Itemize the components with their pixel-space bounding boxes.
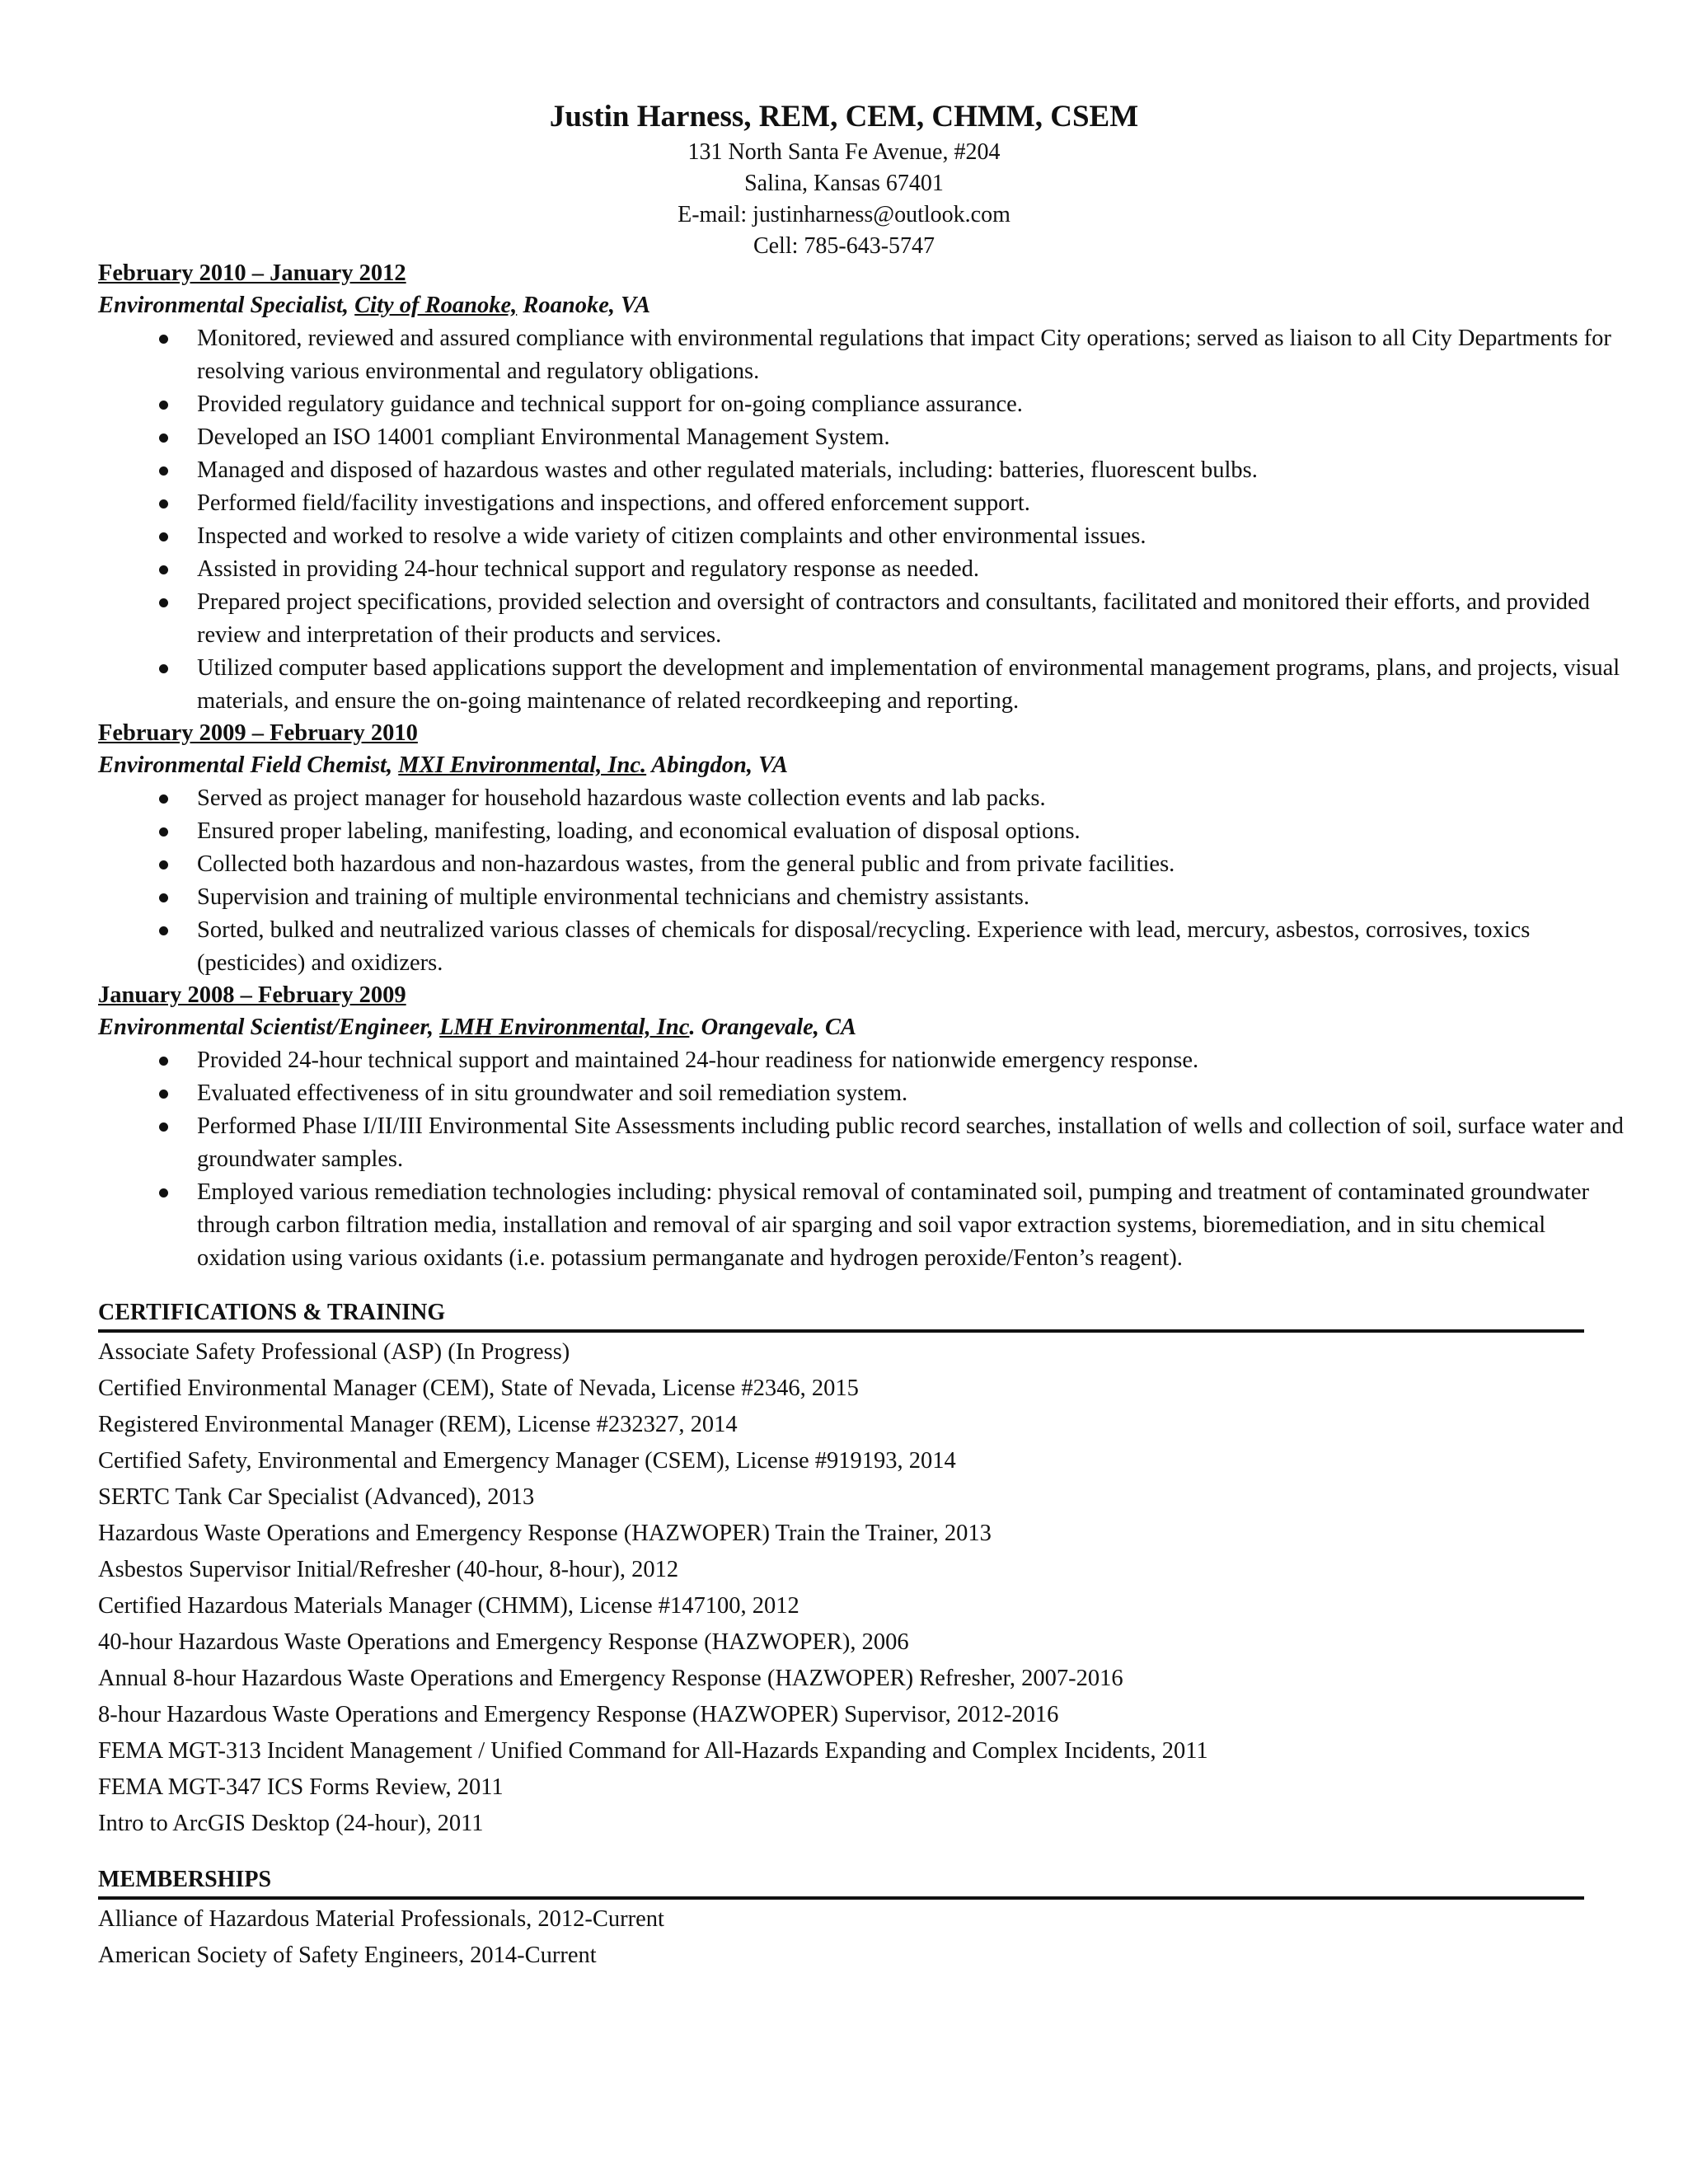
memberships-list xyxy=(98,1901,1582,1974)
duty-item: Performed Phase I/II/III Environmental Site Assessments including public record searches, installation of wells and collection of soil, surface water and groundwater samples. xyxy=(98,1110,1582,1176)
job-heading xyxy=(98,1011,1582,1044)
resume-body xyxy=(98,258,1624,1974)
certification-item: SERTC Tank Car Specialist (Advanced), 2013 xyxy=(98,1484,535,1510)
job-heading xyxy=(98,749,1582,782)
job-entry xyxy=(98,980,1624,1275)
job-location: Roanoke, VA xyxy=(517,293,651,318)
duty-item: Collected both hazardous and non-hazardous wastes, from the general public and from private facilities. xyxy=(98,848,1582,881)
employer-name: City of Roanoke, xyxy=(354,293,518,318)
bullet-icon xyxy=(159,893,168,902)
certification-item: Certified Environmental Manager (CEM), State of Nevada, License #2346, 2015 xyxy=(98,1376,859,1401)
duty-item: Employed various remediation technologies including: physical removal of contaminated soil, pumping and treatment of contaminated groundwater through carbon filtration media, installation and removal of air sparging and soil vapor extraction systems, bioremediation, and in situ chemical oxidation using various oxidants (i.e. potassium permanganate and hydrogen peroxide/Fenton’s reagent). xyxy=(98,1176,1582,1275)
bullet-icon xyxy=(159,860,168,869)
bullet-icon xyxy=(159,1090,168,1099)
job-duties xyxy=(98,322,1620,718)
job-title: Environmental Scientist/Engineer, xyxy=(98,1015,440,1040)
bullet-icon xyxy=(159,499,168,509)
bullet-icon xyxy=(159,1057,168,1066)
certification-item: 40-hour Hazardous Waste Operations and Emergency Response (HAZWOPER), 2006 xyxy=(98,1629,909,1655)
cell-line: Cell: 785-643-5747 xyxy=(753,233,935,259)
bullet-icon xyxy=(159,926,168,935)
bullet-icon xyxy=(159,335,168,344)
bullet-icon xyxy=(159,1188,168,1197)
duty-item: Served as project manager for household hazardous waste collection events and lab packs. xyxy=(98,782,1582,815)
certifications-list xyxy=(98,1334,1582,1842)
job-entry xyxy=(98,718,1582,980)
street-address: 131 North Santa Fe Avenue, #204 xyxy=(687,139,1001,165)
duty-item: Evaluated effectiveness of in situ groundwater and soil remediation system. xyxy=(98,1077,1582,1110)
job-location: Abingdon, VA xyxy=(646,752,788,778)
duty-item: Sorted, bulked and neutralized various classes of chemicals for disposal/recycling. Experience with lead, mercury, asbestos, corrosives, toxics (pesticides) and oxidizers. xyxy=(98,914,1582,980)
job-duties xyxy=(98,782,1582,980)
email-line: E-mail: justinharness@outlook.com xyxy=(678,202,1010,227)
duty-item: Managed and disposed of hazardous wastes and other regulated materials, including: batteries, fluorescent bulbs. xyxy=(98,454,1582,487)
duty-item: Monitored, reviewed and assured compliance with environmental regulations that impact City operations; served as liaison to all City Departments for resolving various environmental and regulatory obligations. xyxy=(98,322,1582,388)
membership-item: Alliance of Hazardous Material Professionals, 2012-Current xyxy=(98,1906,664,1932)
duty-item: Assisted in providing 24-hour technical support and regulatory response as needed. xyxy=(98,553,1582,586)
bullet-icon xyxy=(159,598,168,607)
bullet-icon xyxy=(159,827,168,837)
bullet-icon xyxy=(159,466,168,476)
duty-item: Developed an ISO 14001 compliant Environmental Management System. xyxy=(98,421,1582,454)
certification-item: FEMA MGT-313 Incident Management / Unified Command for All-Hazards Expanding and Complex Incidents, 2011 xyxy=(98,1738,1208,1764)
certification-item: FEMA MGT-347 ICS Forms Review, 2011 xyxy=(98,1774,504,1800)
employer-name: MXI Environmental, Inc. xyxy=(398,752,647,778)
employer-name: LMH Environmental, Inc xyxy=(439,1015,690,1040)
job-dates: February 2010 – January 2012 xyxy=(98,260,406,286)
job-duties xyxy=(98,1044,1624,1275)
duty-item: Supervision and training of multiple environmental technicians and chemistry assistants. xyxy=(98,881,1582,914)
candidate-name: Justin Harness, REM, CEM, CHMM, CSEM xyxy=(549,100,1139,134)
bullet-icon xyxy=(159,1122,168,1132)
section-divider xyxy=(98,1896,1584,1900)
certification-item: Associate Safety Professional (ASP) (In Progress) xyxy=(98,1339,570,1365)
duty-item: Ensured proper labeling, manifesting, loading, and economical evaluation of disposal options. xyxy=(98,815,1582,848)
bullet-icon xyxy=(159,664,168,673)
duty-item: Provided regulatory guidance and technical support for on-going compliance assurance. xyxy=(98,388,1582,421)
job-heading xyxy=(98,289,1582,322)
certification-item: Annual 8-hour Hazardous Waste Operations and Emergency Response (HAZWOPER) Refresher, 2007-2016 xyxy=(98,1666,1123,1691)
duty-item: Prepared project specifications, provided selection and oversight of contractors and consultants, facilitated and monitored their efforts, and provided review and interpretation of their products and services. xyxy=(98,586,1582,652)
certification-item: 8-hour Hazardous Waste Operations and Emergency Response (HAZWOPER) Supervisor, 2012-2016 xyxy=(98,1702,1059,1727)
duty-item: Utilized computer based applications support the development and implementation of environmental management programs, plans, and projects, visual materials, and ensure the on-going maintenance of related recordkeeping and reporting. xyxy=(98,652,1582,718)
job-title: Environmental Specialist, xyxy=(98,293,355,318)
certification-item: Intro to ArcGIS Desktop (24-hour), 2011 xyxy=(98,1811,484,1836)
job-dates: January 2008 – February 2009 xyxy=(98,982,406,1008)
certification-item: Certified Hazardous Materials Manager (CHMM), License #147100, 2012 xyxy=(98,1593,799,1619)
city-state-zip: Salina, Kansas 67401 xyxy=(744,171,944,196)
bullet-icon xyxy=(159,565,168,574)
certifications-heading: CERTIFICATIONS & TRAINING xyxy=(98,1300,446,1325)
resume-header xyxy=(0,97,1688,262)
memberships-heading: MEMBERSHIPS xyxy=(98,1867,272,1892)
certification-item: Asbestos Supervisor Initial/Refresher (40-hour, 8-hour), 2012 xyxy=(98,1557,679,1582)
section-divider xyxy=(98,1329,1584,1333)
bullet-icon xyxy=(159,532,168,541)
certification-item: Hazardous Waste Operations and Emergency Response (HAZWOPER) Train the Trainer, 2013 xyxy=(98,1521,992,1546)
duty-item: Inspected and worked to resolve a wide variety of citizen complaints and other environmental issues. xyxy=(98,520,1582,553)
job-entry xyxy=(98,258,1620,718)
bullet-icon xyxy=(159,794,168,804)
duty-item: Provided 24-hour technical support and maintained 24-hour readiness for nationwide emergency response. xyxy=(98,1044,1582,1077)
membership-item: American Society of Safety Engineers, 2014-Current xyxy=(98,1943,597,1968)
bullet-icon xyxy=(159,434,168,443)
certification-item: Certified Safety, Environmental and Emergency Manager (CSEM), License #919193, 2014 xyxy=(98,1448,956,1474)
job-title: Environmental Field Chemist, xyxy=(98,752,399,778)
duty-item: Performed field/facility investigations and inspections, and offered enforcement support. xyxy=(98,487,1582,520)
bullet-icon xyxy=(159,401,168,410)
job-dates: February 2009 – February 2010 xyxy=(98,720,418,746)
job-location: . Orangevale, CA xyxy=(689,1015,857,1040)
certification-item: Registered Environmental Manager (REM), License #232327, 2014 xyxy=(98,1412,738,1437)
